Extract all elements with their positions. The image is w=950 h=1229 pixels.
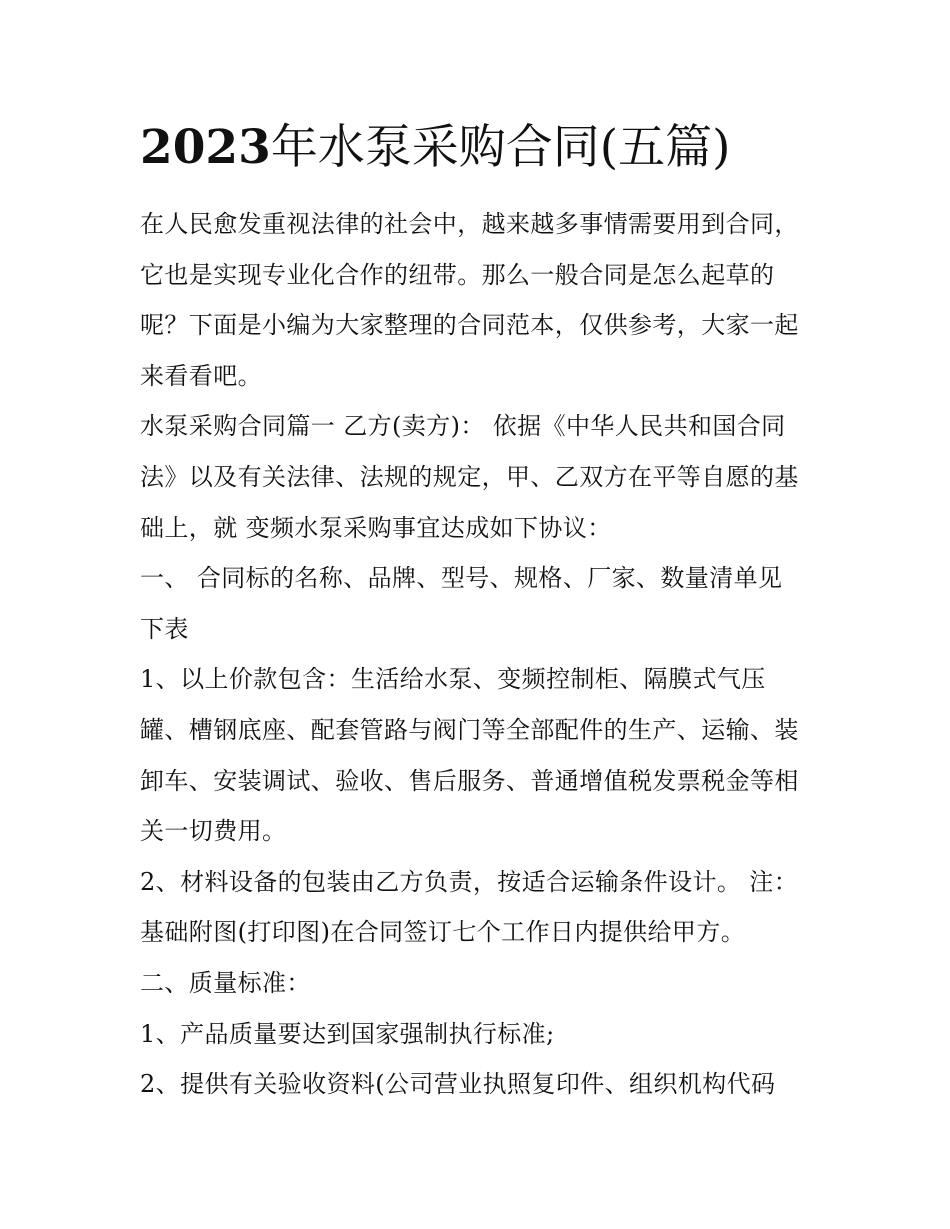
body-line: 罐、槽钢底座、配套管路与阀门等全部配件的生产、运输、装 — [140, 715, 799, 744]
body-line: 二、质量标准： — [140, 968, 311, 997]
body-line: 下表 — [140, 614, 189, 643]
body-line: 法》以及有关法律、法规的规定，甲、乙双方在平等自愿的基 — [140, 462, 799, 491]
body-line: 一、 合同标的名称、品牌、型号、规格、厂家、数量清单见 — [140, 564, 783, 593]
body-line: 关一切费用。 — [140, 817, 287, 846]
body-line: 2、材料设备的包装由乙方负责，按适合运输条件设计。 注： — [140, 867, 799, 896]
body-line: 1、产品质量要达到国家强制执行标准; — [140, 1019, 555, 1048]
body-line: 水泵采购合同篇一 乙方(卖方)： 依据《中华人民共和国合同 — [140, 412, 786, 441]
title-text: 年水泵采购合同(五篇) — [270, 120, 731, 175]
body-line: 2、提供有关验收资料(公司营业执照复印件、组织机构代码 — [140, 1070, 776, 1099]
document-title — [140, 118, 731, 178]
title-year: 2023 — [140, 120, 271, 175]
body-line: 卸车、安装调试、验收、售后服务、普通增值税发票税金等相 — [140, 766, 799, 795]
body-line: 来看看吧。 — [140, 361, 262, 390]
body-line: 础上，就 变频水泵采购事宜达成如下协议： — [140, 513, 612, 542]
body-line: 它也是实现专业化合作的纽带。那么一般合同是怎么起草的 — [140, 260, 775, 289]
body-line: 在人民愈发重视法律的社会中，越来越多事情需要用到合同， — [140, 210, 799, 238]
body-line: 呢？下面是小编为大家整理的合同范本，仅供参考，大家一起 — [140, 311, 799, 340]
document-body — [140, 199, 820, 1110]
body-line: 1、以上价款包含：生活给水泵、变频控制柜、隔膜式气压 — [140, 665, 766, 694]
body-line: 基础附图(打印图)在合同签订七个工作日内提供给甲方。 — [140, 918, 746, 947]
